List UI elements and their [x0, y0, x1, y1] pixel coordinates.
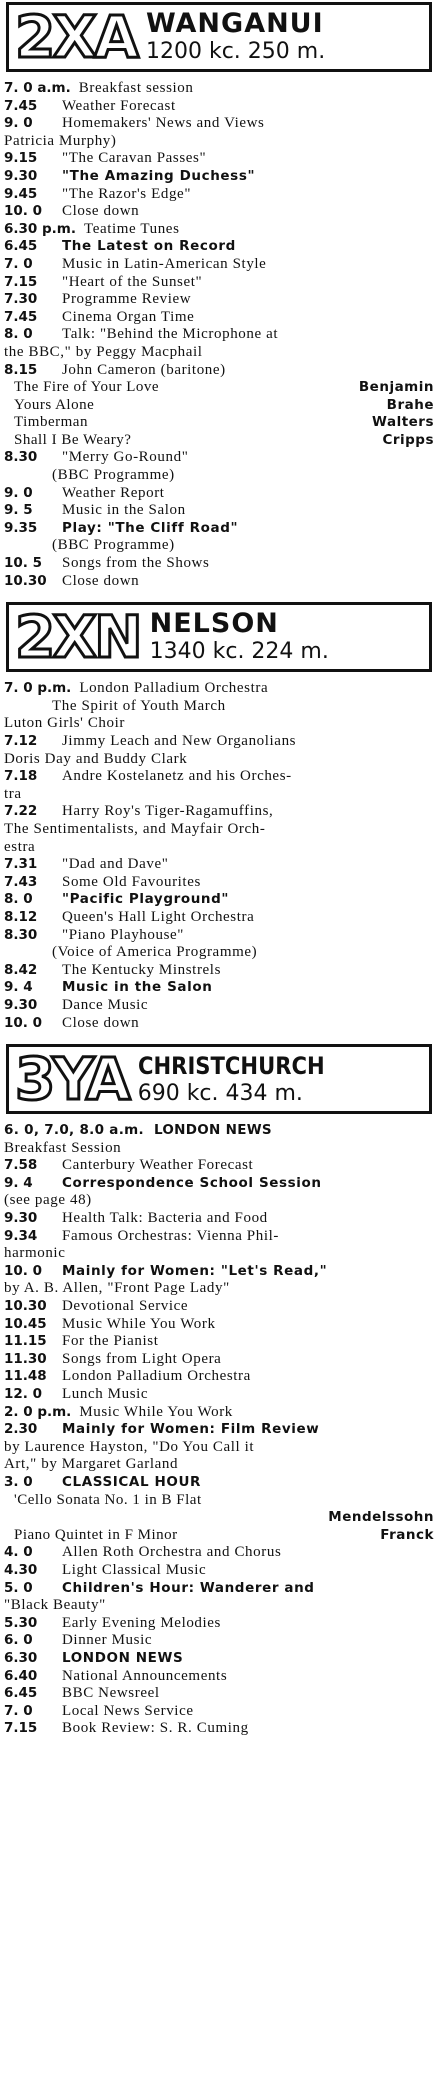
program-row	[4, 309, 440, 327]
program-time: 8.42	[4, 961, 38, 978]
program-title: Light Classical Music	[62, 1561, 207, 1578]
program-time: 11.15	[4, 1333, 47, 1350]
program-row	[4, 1685, 440, 1703]
program-list-christchurch	[4, 1122, 440, 1738]
program-time: 2. 0 p.m.	[4, 1403, 72, 1420]
program-title: Weather Report	[62, 484, 165, 501]
program-list-wanganui	[4, 80, 440, 590]
program-row	[4, 520, 440, 538]
program-title: Songs from Light Opera	[62, 1350, 222, 1367]
program-row	[4, 698, 440, 716]
program-time: 9. 0	[4, 484, 33, 501]
program-time: 9.30	[4, 996, 38, 1013]
program-title: Correspondence School Session	[62, 1174, 322, 1191]
program-row	[4, 555, 440, 573]
program-row	[4, 962, 440, 980]
program-time: 9.45	[4, 185, 38, 202]
program-row	[4, 786, 440, 804]
program-row	[4, 1210, 440, 1228]
program-row	[4, 839, 440, 857]
program-title: "The Caravan Passes"	[62, 150, 207, 167]
music-title: Timberman	[14, 414, 88, 431]
music-title	[4, 1509, 14, 1527]
program-title: "Dad and Dave"	[62, 856, 169, 873]
program-time: 6.45	[4, 1685, 38, 1702]
program-time: 7.45	[4, 308, 38, 325]
program-title: "The Amazing Duchess"	[62, 167, 256, 184]
program-continuation: (Voice of America Programme)	[52, 944, 258, 961]
program-time: 8.12	[4, 908, 38, 925]
program-row	[4, 751, 440, 769]
program-time: 11.48	[4, 1368, 47, 1385]
music-title: Yours Alone	[14, 396, 95, 413]
program-row	[4, 186, 440, 204]
program-row	[4, 344, 440, 362]
program-title: Music While You Work	[79, 1403, 233, 1420]
program-time: 7.31	[4, 856, 38, 873]
program-time: 10. 5	[4, 555, 43, 572]
music-title: 'Cello Sonata No. 1 in B Flat	[14, 1491, 202, 1508]
program-title: Some Old Favourites	[62, 873, 201, 890]
music-title: Piano Quintet in F Minor	[14, 1526, 178, 1543]
program-title: Weather Forecast	[62, 97, 176, 114]
program-time: 6. 0	[4, 1632, 33, 1649]
program-time: 10.30	[4, 572, 47, 589]
program-time: 7.22	[4, 803, 38, 820]
station-name: CHRISTCHURCH	[137, 1052, 325, 1081]
music-title: The Fire of Your Love	[14, 379, 160, 396]
program-row	[4, 326, 440, 344]
program-continuation: harmonic	[4, 1245, 66, 1262]
program-time: 6.30	[4, 1649, 38, 1666]
music-item	[4, 1527, 440, 1545]
program-continuation: by A. B. Allen, "Front Page Lady"	[4, 1280, 230, 1297]
program-row	[4, 1632, 440, 1650]
music-composer: Cripps	[382, 431, 434, 448]
program-row	[4, 1157, 440, 1175]
program-title: Cinema Organ Time	[62, 308, 195, 325]
program-time: 7. 0	[4, 255, 33, 272]
music-composer: Benjamin	[358, 379, 434, 396]
program-continuation: (BBC Programme)	[52, 537, 175, 554]
program-title: "Pacific Playground"	[62, 891, 230, 908]
program-title: Music in the Salon	[62, 979, 213, 996]
program-time: 10.30	[4, 1298, 47, 1315]
program-title: "Merry Go-Round"	[62, 449, 189, 466]
program-row	[4, 909, 440, 927]
station-header-nelson	[6, 602, 432, 672]
spacer	[4, 1032, 440, 1044]
program-row	[4, 362, 440, 380]
program-row	[4, 1333, 440, 1351]
program-row	[4, 1703, 440, 1721]
program-continuation: "Black Beauty"	[4, 1597, 106, 1614]
program-title: "The Razor's Edge"	[62, 185, 192, 202]
program-time: 6.45	[4, 238, 38, 255]
program-title: Close down	[62, 203, 140, 220]
program-row	[4, 256, 440, 274]
program-row	[4, 133, 440, 151]
program-title: National Announcements	[62, 1667, 228, 1684]
program-row	[4, 537, 440, 555]
music-composer: Franck	[380, 1526, 434, 1543]
program-title: Homemakers' News and Views	[62, 115, 265, 132]
program-row	[4, 573, 440, 591]
music-item	[4, 1509, 440, 1527]
program-row	[4, 115, 440, 133]
program-row	[4, 1474, 440, 1492]
program-row	[4, 238, 440, 256]
station-info	[146, 605, 329, 669]
program-time: 9.30	[4, 1210, 38, 1227]
program-time: 9.30	[4, 167, 38, 184]
program-time: 11.30	[4, 1350, 47, 1367]
program-row	[4, 856, 440, 874]
program-row	[4, 997, 440, 1015]
program-time: 7.43	[4, 873, 38, 890]
program-continuation: Patricia Murphy)	[4, 132, 117, 149]
program-row	[4, 1015, 440, 1033]
music-item	[4, 1492, 440, 1510]
program-continuation: by Laurence Hayston, "Do You Call it	[4, 1438, 255, 1455]
program-title: Lunch Music	[62, 1386, 149, 1402]
program-title: The Kentucky Minstrels	[62, 961, 222, 978]
program-title: CLASSICAL HOUR	[62, 1473, 202, 1490]
program-time: 6. 0, 7.0, 8.0 a.m.	[4, 1122, 144, 1139]
program-time: 9. 5	[4, 502, 33, 519]
program-title: "Piano Playhouse"	[62, 926, 185, 943]
program-time: 5.30	[4, 1614, 38, 1631]
program-time: 7.15	[4, 273, 38, 290]
program-continuation: The Sentimentalists, and Mayfair Orch-	[4, 820, 266, 837]
program-time: 7. 0 p.m.	[4, 680, 72, 697]
program-continuation: Luton Girls' Choir	[4, 715, 126, 732]
program-title: LONDON NEWS	[153, 1122, 272, 1139]
program-continuation: Breakfast Session	[4, 1139, 122, 1156]
program-row	[4, 944, 440, 962]
program-time: 8. 0	[4, 891, 33, 908]
program-row	[4, 979, 440, 997]
program-title: The Latest on Record	[62, 238, 236, 255]
station-name: WANGANUI	[145, 8, 324, 39]
program-title: Children's Hour: Wanderer and	[62, 1579, 315, 1596]
program-row	[4, 1192, 440, 1210]
program-title: Music in the Salon	[62, 502, 186, 519]
program-row	[4, 1140, 440, 1158]
program-row	[4, 1668, 440, 1686]
program-row	[4, 768, 440, 786]
program-row	[4, 803, 440, 821]
program-continuation: the BBC," by Peggy Macphail	[4, 343, 203, 360]
program-time: 7.45	[4, 97, 38, 114]
program-row	[4, 467, 440, 485]
program-time: 12. 0	[4, 1386, 43, 1402]
program-row	[4, 733, 440, 751]
program-title: Harry Roy's Tiger-Ragamuffins,	[62, 803, 274, 820]
program-title: For the Pianist	[62, 1333, 159, 1350]
program-title: Programme Review	[62, 291, 192, 308]
program-time: 9. 4	[4, 979, 33, 996]
program-title: Close down	[62, 572, 140, 589]
program-time: 7. 0	[4, 1702, 33, 1719]
station-header-christchurch	[6, 1044, 432, 1114]
program-row	[4, 1280, 440, 1298]
program-row	[4, 1122, 440, 1140]
station-header-wanganui	[6, 2, 432, 72]
program-title: John Cameron (baritone)	[62, 361, 226, 378]
program-title: Play: "The Cliff Road"	[62, 519, 239, 536]
program-row	[4, 891, 440, 909]
program-continuation: Doris Day and Buddy Clark	[4, 750, 188, 767]
music-composer: Walters	[372, 414, 434, 431]
program-row	[4, 1597, 440, 1615]
program-title: "Heart of the Sunset"	[62, 273, 203, 290]
program-list-nelson	[4, 680, 440, 1032]
program-time: 9. 0	[4, 115, 33, 132]
program-title: Jimmy Leach and New Organolians	[62, 733, 297, 749]
program-continuation: (see page 48)	[4, 1192, 92, 1209]
station-frequency: 1200 kc. 250 m.	[145, 39, 326, 64]
program-title: Early Evening Melodies	[62, 1614, 221, 1631]
program-title: Breakfast session	[78, 80, 194, 96]
station-info	[134, 1047, 350, 1111]
program-time: 7.12	[4, 733, 38, 749]
music-item	[4, 432, 440, 450]
program-time: 8.15	[4, 361, 38, 378]
program-title: LONDON NEWS	[62, 1649, 184, 1666]
program-row	[4, 1245, 440, 1263]
program-title: Close down	[62, 1014, 140, 1031]
program-row	[4, 80, 440, 98]
program-row	[4, 1456, 440, 1474]
program-time: 7.15	[4, 1720, 38, 1737]
program-title: London Palladium Orchestra	[79, 680, 269, 697]
program-continuation: The Spirit of Youth March	[52, 697, 226, 714]
program-row	[4, 98, 440, 116]
station-info	[142, 5, 325, 69]
program-time: 10. 0	[4, 203, 43, 220]
program-continuation: estra	[4, 838, 36, 855]
program-time: 6.40	[4, 1667, 38, 1684]
program-row	[4, 680, 440, 698]
program-time: 7. 0 a.m.	[4, 80, 71, 96]
spacer	[4, 590, 440, 602]
program-row	[4, 150, 440, 168]
program-time: 4. 0	[4, 1544, 33, 1561]
program-time: 7.18	[4, 768, 38, 785]
program-time: 9.35	[4, 519, 38, 536]
station-frequency: 690 kc. 434 m.	[137, 1081, 303, 1107]
program-title: Talk: "Behind the Microphone at	[62, 326, 279, 343]
program-row	[4, 1615, 440, 1633]
program-title: BBC Newsreel	[62, 1685, 160, 1702]
program-title: Mainly for Women: Film Review	[62, 1421, 320, 1438]
program-title: Health Talk: Bacteria and Food	[62, 1210, 268, 1227]
program-title: Music While You Work	[62, 1315, 216, 1332]
program-row	[4, 1175, 440, 1193]
program-row	[4, 1720, 440, 1738]
program-row	[4, 1421, 440, 1439]
program-time: 10. 0	[4, 1262, 43, 1279]
program-time: 9. 4	[4, 1174, 33, 1191]
program-row	[4, 485, 440, 503]
program-time: 4.30	[4, 1561, 38, 1578]
music-item	[4, 414, 440, 432]
program-row	[4, 1316, 440, 1334]
program-time: 7.30	[4, 291, 38, 308]
music-item	[4, 397, 440, 415]
program-row	[4, 274, 440, 292]
program-time: 7.58	[4, 1157, 38, 1174]
music-title: Shall I Be Weary?	[14, 431, 132, 448]
program-row	[4, 203, 440, 221]
program-row	[4, 1439, 440, 1457]
program-title: Teatime Tunes	[84, 220, 180, 237]
program-title: Music in Latin-American Style	[62, 255, 267, 272]
program-title: Book Review: S. R. Cuming	[62, 1720, 249, 1737]
program-row	[4, 1580, 440, 1598]
program-time: 10. 0	[4, 1014, 43, 1031]
program-title: Devotional Service	[62, 1298, 189, 1315]
program-time: 2.30	[4, 1421, 38, 1438]
program-row	[4, 1351, 440, 1369]
station-callsign: 2XN	[15, 603, 140, 672]
program-row	[4, 1404, 440, 1422]
program-row	[4, 221, 440, 239]
program-title: Allen Roth Orchestra and Chorus	[62, 1544, 282, 1561]
program-time: 6.30 p.m.	[4, 220, 76, 237]
program-row	[4, 291, 440, 309]
program-row	[4, 502, 440, 520]
program-time: 5. 0	[4, 1579, 33, 1596]
program-time: 8. 0	[4, 326, 33, 343]
program-row	[4, 1544, 440, 1562]
program-time: 9.15	[4, 150, 38, 167]
program-continuation: tra	[4, 785, 22, 802]
program-continuation: Art," by Margaret Garland	[4, 1456, 179, 1473]
program-row	[4, 1263, 440, 1281]
program-row	[4, 168, 440, 186]
program-row	[4, 1228, 440, 1246]
program-row	[4, 927, 440, 945]
program-continuation: (BBC Programme)	[52, 467, 175, 484]
program-row	[4, 1298, 440, 1316]
music-composer: Mendelssohn	[328, 1509, 434, 1526]
music-composer: Brahe	[386, 396, 434, 413]
radio-listings-page	[4, 2, 440, 1738]
program-title: Local News Service	[62, 1702, 194, 1719]
music-item	[4, 379, 440, 397]
program-row	[4, 1386, 440, 1404]
program-title: Mainly for Women: "Let's Read,"	[62, 1262, 328, 1279]
station-callsign: 2XA	[15, 3, 136, 71]
program-row	[4, 1650, 440, 1668]
station-name: NELSON	[149, 608, 279, 640]
program-row	[4, 821, 440, 839]
program-row	[4, 874, 440, 892]
program-title: Dinner Music	[62, 1632, 153, 1649]
program-title: Queen's Hall Light Orchestra	[62, 908, 255, 925]
program-time: 3. 0	[4, 1473, 33, 1490]
program-title: Canterbury Weather Forecast	[62, 1157, 254, 1174]
program-title: Dance Music	[62, 996, 149, 1013]
program-row	[4, 1368, 440, 1386]
program-title: Andre Kostelanetz and his Orches-	[62, 768, 292, 785]
program-time: 9.34	[4, 1227, 38, 1244]
program-time: 8.30	[4, 926, 38, 943]
station-callsign: 3YA	[15, 1045, 128, 1114]
program-time: 8.30	[4, 449, 38, 466]
program-row	[4, 1562, 440, 1580]
program-title: Songs from the Shows	[62, 555, 210, 572]
program-row	[4, 449, 440, 467]
program-title: London Palladium Orchestra	[62, 1368, 251, 1385]
program-row	[4, 715, 440, 733]
station-frequency: 1340 kc. 224 m.	[149, 639, 329, 665]
program-title: Famous Orchestras: Vienna Phil-	[62, 1227, 279, 1244]
program-time: 10.45	[4, 1315, 47, 1332]
